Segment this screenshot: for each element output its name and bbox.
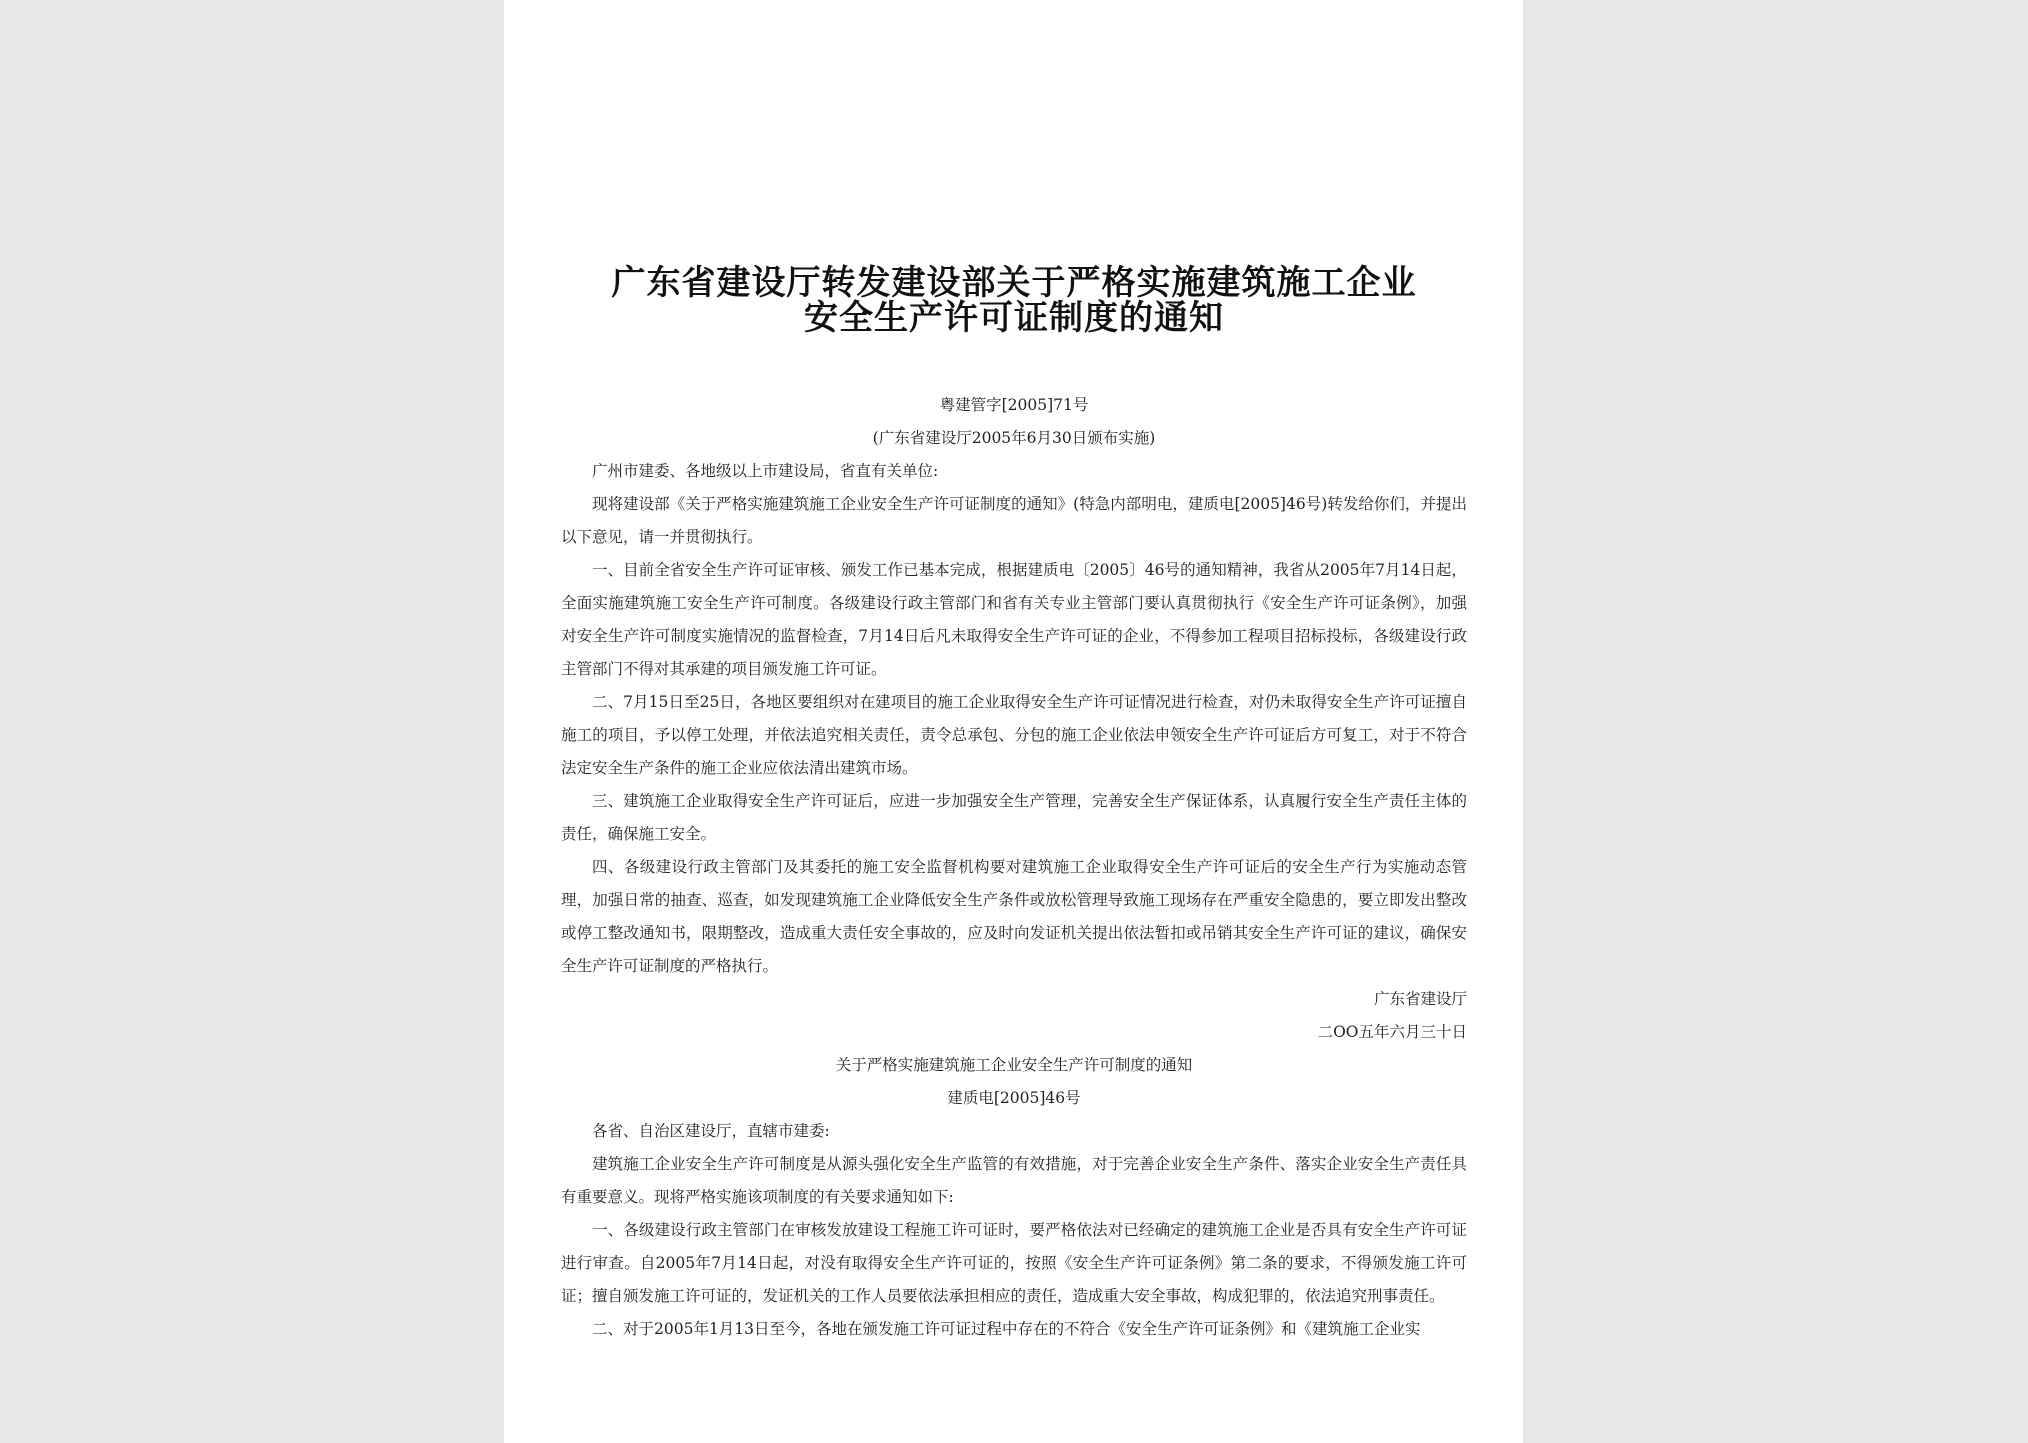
- signature-org: 广东省建设厅: [1373, 990, 1467, 1008]
- document-page: [504, 0, 1523, 1443]
- paragraph: 四、各级建设行政主管部门及其委托的施工安全监督机构要对建筑施工企业取得安全生产许可证后的安全生产行为实施动态管理，加强日常的抽查、巡查，如发现建筑施工企业降低安全生产条件或放松管理导致施工现场存在严重安全隐患的，要立即发出整改或停工整改通知书，限期整改，造成重大责任安全事故的，应及时向发证机关提出依法暂扣或吊销其安全生产许可证的建议，确保安全生产许可证制度的严格执行。: [561, 858, 1467, 975]
- issue-note: (广东省建设厅2005年6月30日颁布实施): [872, 429, 1156, 447]
- attachment-doc-number: 建质电[2005]46号: [947, 1089, 1081, 1107]
- attachment-paragraph: 建筑施工企业安全生产许可制度是从源头强化安全生产监管的有效措施，对于完善企业安全生产条件、落实企业安全生产责任具有重要意义。现将严格实施该项制度的有关要求通知如下:: [561, 1155, 1467, 1206]
- addressee: 广州市建委、各地级以上市建设局，省直有关单位:: [592, 462, 939, 480]
- paragraph: 三、建筑施工企业取得安全生产许可证后，应进一步加强安全生产管理，完善安全生产保证体系，认真履行安全生产责任主体的责任，确保施工安全。: [561, 792, 1467, 843]
- paragraph: 二、7月15日至25日，各地区要组织对在建项目的施工企业取得安全生产许可证情况进行检查，对仍未取得安全生产许可证擅自施工的项目，予以停工处理，并依法追究相关责任，责令总承包、分包的施工企业依法申领安全生产许可证后方可复工，对于不符合法定安全生产条件的施工企业应依法清出建筑市场。: [561, 693, 1467, 777]
- attachment-title: 关于严格实施建筑施工企业安全生产许可制度的通知: [835, 1056, 1193, 1074]
- document-body: [561, 389, 1467, 1346]
- paragraph: 现将建设部《关于严格实施建筑施工企业安全生产许可证制度的通知》(特急内部明电，建质电[2005]46号)转发给你们，并提出以下意见，请一并贯彻执行。: [561, 495, 1467, 546]
- attachment-paragraph: 二、对于2005年1月13日至今，各地在颁发施工许可证过程中存在的不符合《安全生产许可证条例》和《建筑施工企业实: [592, 1320, 1421, 1338]
- signature-date: 二OO五年六月三十日: [1317, 1023, 1467, 1041]
- title-line-2: 安全生产许可证制度的通知: [804, 298, 1224, 338]
- attachment-paragraph: 一、各级建设行政主管部门在审核发放建设工程施工许可证时，要严格依法对已经确定的建筑施工企业是否具有安全生产许可证进行审查。自2005年7月14日起，对没有取得安全生产许可证的，按照《安全生产许可证条例》第二条的要求，不得颁发施工许可证；擅自颁发施工许可证的，发证机关的工作人员要依法承担相应的责任，造成重大安全事故，构成犯罪的，依法追究刑事责任。: [561, 1221, 1467, 1305]
- title-line-1: 广东省建设厅转发建设部关于严格实施建筑施工企业: [611, 263, 1417, 303]
- document-title: [561, 263, 1467, 338]
- attachment-addressee: 各省、自治区建设厅，直辖市建委:: [592, 1122, 830, 1140]
- doc-number: 粤建管字[2005]71号: [939, 396, 1089, 414]
- document-content: [561, 0, 1467, 1443]
- paragraph: 一、目前全省安全生产许可证审核、颁发工作已基本完成，根据建质电〔2005〕46号的通知精神，我省从2005年7月14日起，全面实施建筑施工安全生产许可制度。各级建设行政主管部门和省有关专业主管部门要认真贯彻执行《安全生产许可证条例》，加强对安全生产许可制度实施情况的监督检查，7月14日后凡未取得安全生产许可证的企业，不得参加工程项目招标投标，各级建设行政主管部门不得对其承建的项目颁发施工许可证。: [561, 561, 1467, 678]
